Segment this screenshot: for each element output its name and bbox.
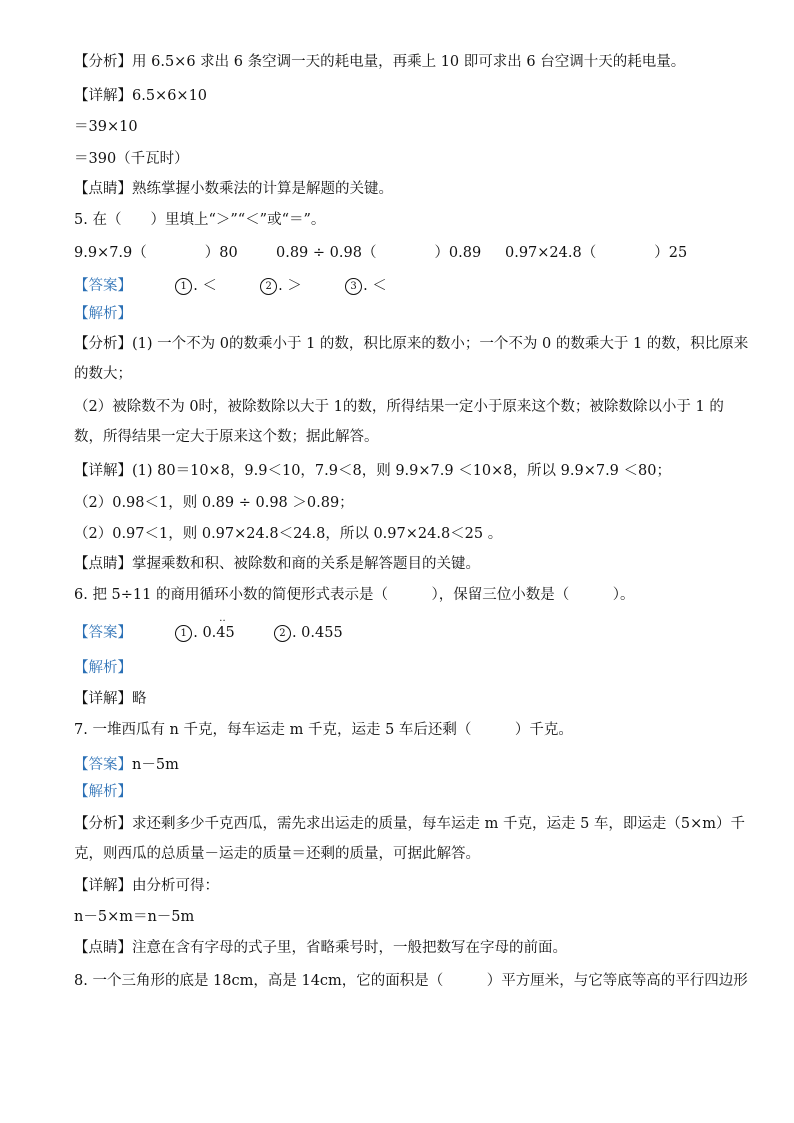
text-line: 8. 一个三角形的底是 18cm，高是 14cm，它的面积是（ ）平方厘米，与它等底等高的平行四边形: [74, 973, 748, 989]
text-line: n－5×m＝n－5m: [74, 909, 195, 925]
q6-answer: 【答案】 1 . 0. ·· 45 2 . 0.455: [74, 616, 343, 641]
text-line: 【详解】(1) 80＝10×8，9.9＜10，7.9＜8，则 9.9×7.9 ＜10×8，所以 9.9×7.9 ＜80；: [74, 463, 671, 479]
circled-number: 1: [175, 278, 192, 295]
text-line: 的数大；: [74, 366, 132, 382]
text-line: 【分析】(1) 一个不为 0的数乘小于 1 的数，积比原来的数小；一个不为 0 的数乘大于 1 的数，积比原来: [74, 336, 749, 352]
q7-answer: [74, 755, 179, 775]
repeating-digits: 45: [216, 625, 235, 641]
q5-answer: [74, 276, 387, 296]
repeating-dots: ··: [219, 616, 226, 627]
q5-option-c: 0.97×24.8（ ）25: [505, 245, 688, 261]
text-line: 【详解】6.5×6×10: [74, 88, 208, 104]
text-line: 5. 在（ ）里填上“＞”“＜”或“＝”。: [74, 212, 326, 228]
q5-option-b: 0.89 ÷ 0.98（ ）0.89: [276, 245, 482, 261]
text-line: 【点睛】注意在含有字母的式子里，省略乘号时，一般把数写在字母的前面。: [74, 940, 567, 956]
answer-value: n－5m: [132, 757, 179, 773]
text-line: 【分析】用 6.5×6 求出 6 条空调一天的耗电量，再乘上 10 即可求出 6 台空调十天的耗电量。: [74, 54, 686, 70]
text-line: （2）被除数不为 0时，被除数除以大于 1的数，所得结果一定小于原来这个数；被除数除以小于 1 的: [74, 399, 724, 415]
answer-label: 【答案】: [74, 625, 132, 641]
text-line: 【解析】: [74, 660, 132, 676]
text-line: （2）0.98＜1，则 0.89 ÷ 0.98 ＞0.89；: [74, 495, 354, 511]
answer-item: 0.: [202, 625, 217, 641]
circled-number: 2: [274, 625, 291, 642]
text-line: 6. 把 5÷11 的商用循环小数的简便形式表示是（ ），保留三位小数是（ ）。: [74, 587, 635, 603]
circled-number: 2: [260, 278, 277, 295]
answer-item: . ＞: [278, 278, 302, 294]
q5-option-a: 9.9×7.9（ ）80: [74, 245, 238, 261]
circled-number: 1: [175, 625, 192, 642]
text-line: 【分析】求还剩多少千克西瓜，需先求出运走的质量，每车运走 m 千克，运走 5 车，即运走（5×m）千: [74, 816, 746, 832]
answer-label: 【答案】: [74, 278, 132, 294]
text-line: 【点睛】熟练掌握小数乘法的计算是解题的关键。: [74, 181, 393, 197]
text-line: 【详解】略: [74, 691, 147, 707]
text-line: ＝39×10: [74, 119, 138, 135]
text-line: 【解析】: [74, 306, 132, 322]
circled-number: 3: [345, 278, 362, 295]
text-line: （2）0.97＜1，则 0.97×24.8＜24.8，所以 0.97×24.8＜25 。: [74, 526, 503, 542]
text-line: 7. 一堆西瓜有 n 千克，每车运走 m 千克，运走 5 车后还剩（ ）千克。: [74, 722, 573, 738]
text-line: 【点睛】掌握乘数和积、被除数和商的关系是解答题目的关键。: [74, 556, 480, 572]
answer-item: . ＜: [363, 278, 387, 294]
text-line: 【详解】由分析可得：: [74, 878, 219, 894]
text-line: 数，所得结果一定大于原来这个数；据此解答。: [74, 429, 379, 445]
text-line: ＝390（千瓦时）: [74, 151, 189, 167]
text-line: 【解析】: [74, 784, 132, 800]
answer-item: . 0.455: [291, 625, 343, 641]
answer-item: . ＜: [193, 278, 217, 294]
answer-label: 【答案】: [74, 757, 132, 773]
text-line: 克，则西瓜的总质量－运走的质量＝还剩的质量，可据此解答。: [74, 846, 480, 862]
